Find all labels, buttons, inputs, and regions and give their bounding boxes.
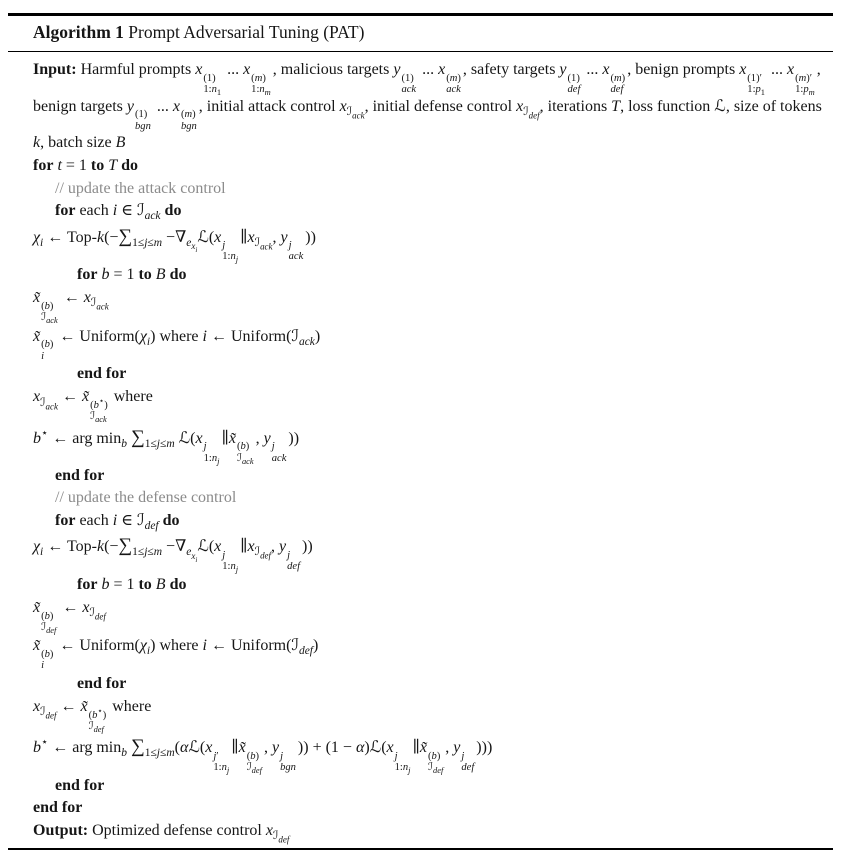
end-for-b-def-line: end for: [77, 674, 127, 692]
for-t-line: for t = 1 to T do: [33, 157, 139, 175]
topk-def-line: $\chi_i$ ← Top-$k(-\sum_{1\le j\le m}$ $-\nabla_{e_{x_i}}ℒ(x$ j $1:n_j$ $\parallel x_{ℐ_{def}}$, y j def )): [33, 535, 313, 575]
end-for-t-line: end for: [33, 799, 83, 817]
for-each-def-line: for each i ∈ ℐ$_{def}$ do: [55, 511, 180, 533]
copy-def-line: x̃ (b) ℐ$_{def}$ ← $x_{ℐ_{def}}$: [33, 599, 106, 636]
bottom-rule: [8, 848, 833, 850]
algorithm-label: Algorithm 1: [33, 22, 124, 42]
end-for-each-def-line: end for: [55, 776, 105, 794]
copy-ack-line: x̃ (b) ℐ$_{ack}$ ← $x_{ℐ_{ack}}$: [33, 289, 109, 326]
topk-ack-line: $\chi_i$ ← Top-$k(-\sum_{1\le j\le m}$ $-\nabla_{e_{x_i}}ℒ(x$ j $1:n_j$ $\parallel x_{ℐ_{ack}}$, y j ack )): [33, 225, 316, 265]
end-for-each-ack-line: end for: [55, 467, 105, 485]
for-each-ack-line: for each i ∈ ℐ$_{ack}$ do: [55, 202, 182, 223]
algorithm-title: Prompt Adversarial Tuning (PAT): [123, 22, 365, 42]
comment-update-defense: // update the defense control: [55, 489, 237, 507]
argmin-ack-line: b⋆ ← arg $\min_b \sum_{1\le j\le m}$ ℒ(x j $1:n_j$ ∥x̃ (b) ℐ$_{ack}$ , y j ack )): [33, 426, 300, 466]
argmin-def-line: b⋆ ← arg $\min_b$ $\sum_{1\le j\le m}(\alpha ℒ(x$ j′ $1:n_j$ ∥x̃ (b) ℐ$_{def}$ , y j bgn )) + (1 − α)ℒ(x j $1:n_j$ ∥x̃ (b) ℐ$_{def}$ , y j def ))): [33, 736, 493, 776]
update-ack-line: $x_{ℐ_{ack}}$ ← x̃ (b⋆) ℐ$_{ack}$ where: [33, 388, 153, 425]
update-def-line: $x_{ℐ_{def}}$ ← x̃ (b⋆) ℐ$_{def}$ where: [33, 698, 152, 735]
output-line: Output: Optimized defense control $x_{ℐ_{def}}$: [33, 821, 290, 845]
comment-update-attack: // update the attack control: [55, 179, 226, 197]
for-b-ack-line: for b = 1 to B do: [77, 265, 187, 283]
algorithm-header: [8, 16, 833, 51]
for-b-def-line: for b = 1 to B do: [77, 575, 187, 593]
input-line: Input: Harmful prompts x (1) $1:n_1$ ... x (m) $1:n_m$ , malicious targets y (1) ack ... x (m) ack , safety targets y (1) def ... x (m) def , benign prompts x (1)′ $1:p_1$ ... x (m)′ $1:p_m$ , benign targets y (1) bgn ... x (m) bgn , initial attack control $x_{ℐ_{ack}}$, initial defense control $x_{ℐ_{def}}$, iterations T, loss function ℒ, size of tokens k, batch size B: [33, 61, 822, 151]
uniform-def-line: x̃ (b) i ← $Uniform(\chi_i)$ where i ← Uniform(ℐ$_{def}$): [33, 637, 319, 672]
end-for-b-ack-line: end for: [77, 364, 127, 382]
uniform-ack-line: x̃ (b) i ← $Uniform(\chi_i)$ where i ← Uniform(ℐ$_{ack}$): [33, 327, 321, 362]
algorithm-body: [8, 52, 833, 848]
